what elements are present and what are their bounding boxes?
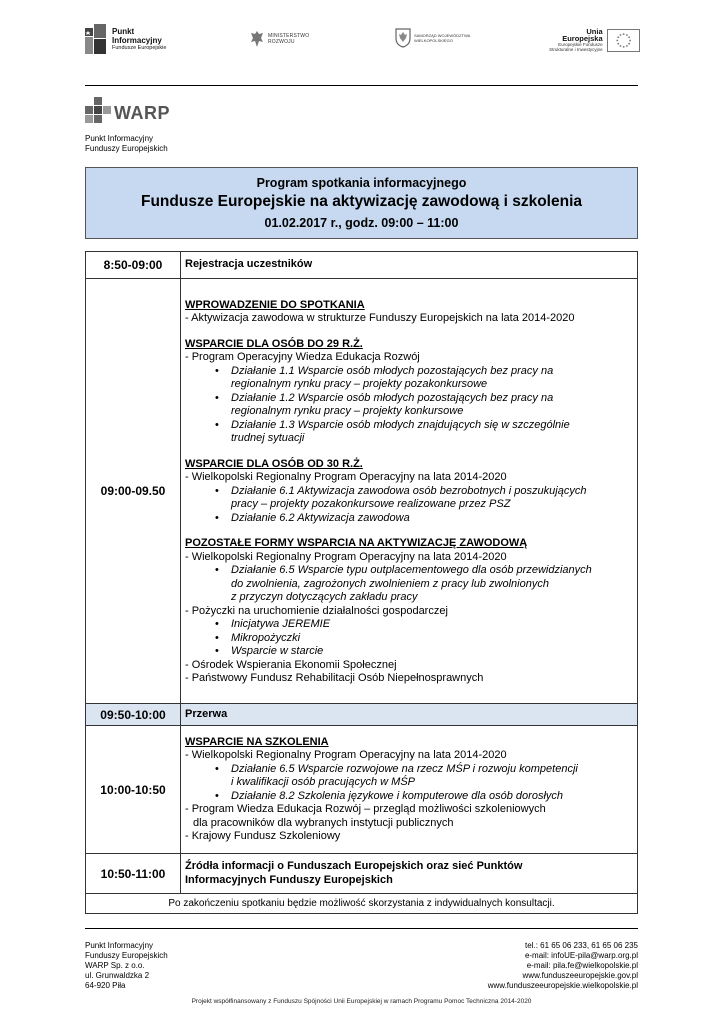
- footer-email-link[interactable]: e-mail: infoUE-pila@warp.org.pl: [524, 951, 638, 960]
- warp-wordmark: WARP: [114, 103, 170, 123]
- coat-of-arms-icon: [395, 28, 411, 48]
- list-item: • Inicjatywa JEREMIE: [215, 618, 633, 632]
- ue-line1: Unia Europejska: [562, 27, 603, 43]
- desc-line: Źródła informacji o Funduszach Europejskich oraz sieć Punktów: [185, 860, 523, 872]
- desc-cell: [181, 854, 638, 894]
- eu-flag-icon: [607, 29, 640, 52]
- footer-line: 64-920 Piła: [85, 981, 126, 990]
- action-list: [185, 618, 633, 659]
- action-list: [185, 564, 633, 605]
- text-line: - Krajowy Fundusz Szkoleniowy: [185, 830, 341, 842]
- footer-website-link[interactable]: www.funduszeeuropejskie.gov.pl: [522, 971, 638, 980]
- footer-line: WARP Sp. z o.o.: [85, 961, 145, 970]
- section-heading: POZOSTAŁE FORMY WSPARCIA NA AKTYWIZACJĘ ZAWODOWĄ: [185, 537, 528, 549]
- punkt-informacyjny-logo: [85, 24, 166, 54]
- text-line: - Państwowy Fundusz Rehabilitacji Osób Niepełnosprawnych: [185, 672, 484, 684]
- eagle-emblem-icon: [250, 30, 264, 48]
- schedule-table: [85, 251, 638, 914]
- program-subtitle: Program spotkania informacyjnego: [256, 176, 467, 190]
- footer-line: Punkt Informacyjny: [85, 941, 154, 950]
- footer-website-link[interactable]: www.funduszeeuropejskie.wielkopolskie.pl: [487, 981, 638, 990]
- action-list: [185, 485, 633, 526]
- program-title-box: [85, 167, 638, 239]
- action-list: [185, 365, 633, 446]
- desc-cell: Przerwa: [181, 704, 638, 726]
- list-item: • Działanie 8.2 Szkolenia językowe i komputerowe dla osób dorosłych: [215, 790, 633, 804]
- footer-email-link[interactable]: e-mail: pila.fe@wielkopolskie.pl: [526, 961, 638, 970]
- footer-address: [85, 941, 168, 991]
- text-line: dla pracowników dla wybranych instytucji publicznych: [193, 816, 454, 829]
- pi-logo-line2: Informacyjny: [112, 35, 162, 45]
- footer-contact: [488, 941, 638, 991]
- schedule-row-main-session: [86, 279, 638, 704]
- funding-note: Projekt współfinansowany z Funduszu Spójności Unii Europejskiej w ramach Programu Pomoc Techniczna 2014-2020: [191, 998, 532, 1005]
- action-list: [185, 763, 633, 804]
- warp-squares-icon: [85, 97, 111, 123]
- list-item: • Działanie 6.2 Aktywizacja zawodowa: [215, 512, 633, 526]
- text-line: - Program Wiedza Edukacja Rozwój – przegląd możliwości szkoleniowych: [185, 803, 546, 815]
- list-item: • Działanie 1.2 Wsparcie osób młodych pozostających bez pracy na regionalnym rynku pracy – projekty konkursowe: [215, 392, 633, 419]
- program-date: 01.02.2017 r., godz. 09:00 – 11:00: [264, 216, 459, 230]
- text-line: - Wielkopolski Regionalny Program Operacyjny na lata 2014-2020: [185, 749, 507, 761]
- text-line: - Wielkopolski Regionalny Program Operacyjny na lata 2014-2020: [185, 550, 507, 563]
- time-cell: 8:50-09:00: [86, 252, 181, 279]
- text-line: - Pożyczki na uruchomienie działalności gospodarczej: [185, 604, 448, 617]
- section-heading: WSPARCIE DLA OSÓB OD 30 R.Ż.: [185, 457, 363, 470]
- ministerstwo-logo: [250, 30, 309, 48]
- schedule-row-sources: [86, 854, 638, 894]
- section-heading: WSPARCIE DLA OSÓB DO 29 R.Ż.: [185, 337, 363, 350]
- text-line: - Ośrodek Wspierania Ekonomii Społecznej: [185, 658, 397, 671]
- desc-cell: Rejestracja uczestników: [181, 252, 638, 279]
- footer-line: Funduszy Europejskich: [85, 951, 168, 960]
- desc-line: Informacyjnych Funduszy Europejskich: [185, 873, 393, 886]
- ministerstwo-line1: MINISTERSTWO: [268, 33, 310, 39]
- list-item: • Wsparcie w starcie: [215, 645, 633, 659]
- warp-label-line2: Funduszy Europejskich: [85, 144, 168, 153]
- list-item: • Działanie 1.3 Wsparcie osób młodych znajdujących się w szczególnie trudnej sytuacji: [215, 419, 633, 446]
- warp-logo: [85, 97, 170, 123]
- desc-cell: [181, 279, 638, 704]
- consultation-note: Po zakończeniu spotkaniu będzie możliwość skorzystania z indywidualnych konsultacji.: [86, 894, 638, 914]
- header-divider: [85, 85, 638, 86]
- fe-logo-icon: [85, 24, 107, 54]
- footer-phone: tel.: 61 65 06 233, 61 65 06 235: [525, 941, 638, 950]
- wojewodztwo-logo: [395, 28, 470, 48]
- time-cell: 09:00-09.50: [86, 279, 181, 704]
- text-line: - Aktywizacja zawodowa w strukturze Funduszy Europejskich na lata 2014-2020: [185, 312, 575, 324]
- program-title: Fundusze Europejskie na aktywizację zawodową i szkolenia: [140, 193, 583, 210]
- list-item: • Działanie 1.1 Wsparcie osób młodych pozostających bez pracy na regionalnym rynku pracy – projekty pozakonkursowe: [215, 365, 633, 392]
- schedule-row-training: [86, 726, 638, 854]
- list-item: • Działanie 6.1 Aktywizacja zawodowa osób bezrobotnych i poszukujących pracy – projekty pozakonkursowe realizowane przez PSZ: [215, 485, 633, 512]
- warp-label: [85, 134, 168, 154]
- list-item: • Mikropożyczki: [215, 632, 633, 646]
- text-line: - Wielkopolski Regionalny Program Operacyjny na lata 2014-2020: [185, 471, 507, 483]
- schedule-row-break: [86, 704, 638, 726]
- time-cell: 10:00-10:50: [86, 726, 181, 854]
- time-cell: 09:50-10:00: [86, 704, 181, 726]
- text-line: - Program Operacyjny Wiedza Edukacja Rozwój: [185, 351, 420, 363]
- list-item: • Działanie 6.5 Wsparcie rozwojowe na rzecz MŚP i rozwoju kompetencji i kwalifikacji osób pracujących w MŚP: [215, 763, 633, 790]
- ministerstwo-line2: ROZWOJU: [268, 39, 295, 45]
- time-cell: 10:50-11:00: [86, 854, 181, 894]
- pi-logo-line3: Fundusze Europejskie: [112, 44, 167, 51]
- section-heading: WSPARCIE NA SZKOLENIA: [185, 735, 329, 748]
- wojewodztwo-line1: SAMORZĄD WOJEWÓDZTWA: [414, 33, 471, 38]
- footer-line: ul. Grunwaldzka 2: [85, 971, 150, 980]
- logo-strip: [85, 22, 640, 62]
- schedule-row-note: [86, 894, 638, 914]
- ue-line3: Strukturalne i Inwestycyjne: [549, 47, 603, 52]
- pi-logo-line1: Punkt: [112, 26, 135, 36]
- warp-label-line1: Punkt Informacyjny: [85, 134, 154, 143]
- footer-divider: [85, 928, 638, 929]
- wojewodztwo-line2: WIELKOPOLSKIEGO: [414, 38, 453, 43]
- ue-line2: Europejskie Fundusze: [558, 42, 603, 47]
- schedule-row-registration: [86, 252, 638, 279]
- unia-europejska-logo: [545, 28, 640, 52]
- list-item: • Działanie 6.5 Wsparcie typu outplacementowego dla osób przewidzianych do zwolnienia, zagrożonych zwolnieniem z pracy lub zwolnionych z przyczyn dotyczących zakładu pracy: [215, 564, 633, 605]
- desc-cell: [181, 726, 638, 854]
- section-heading: WPROWADZENIE DO SPOTKANIA: [185, 298, 365, 311]
